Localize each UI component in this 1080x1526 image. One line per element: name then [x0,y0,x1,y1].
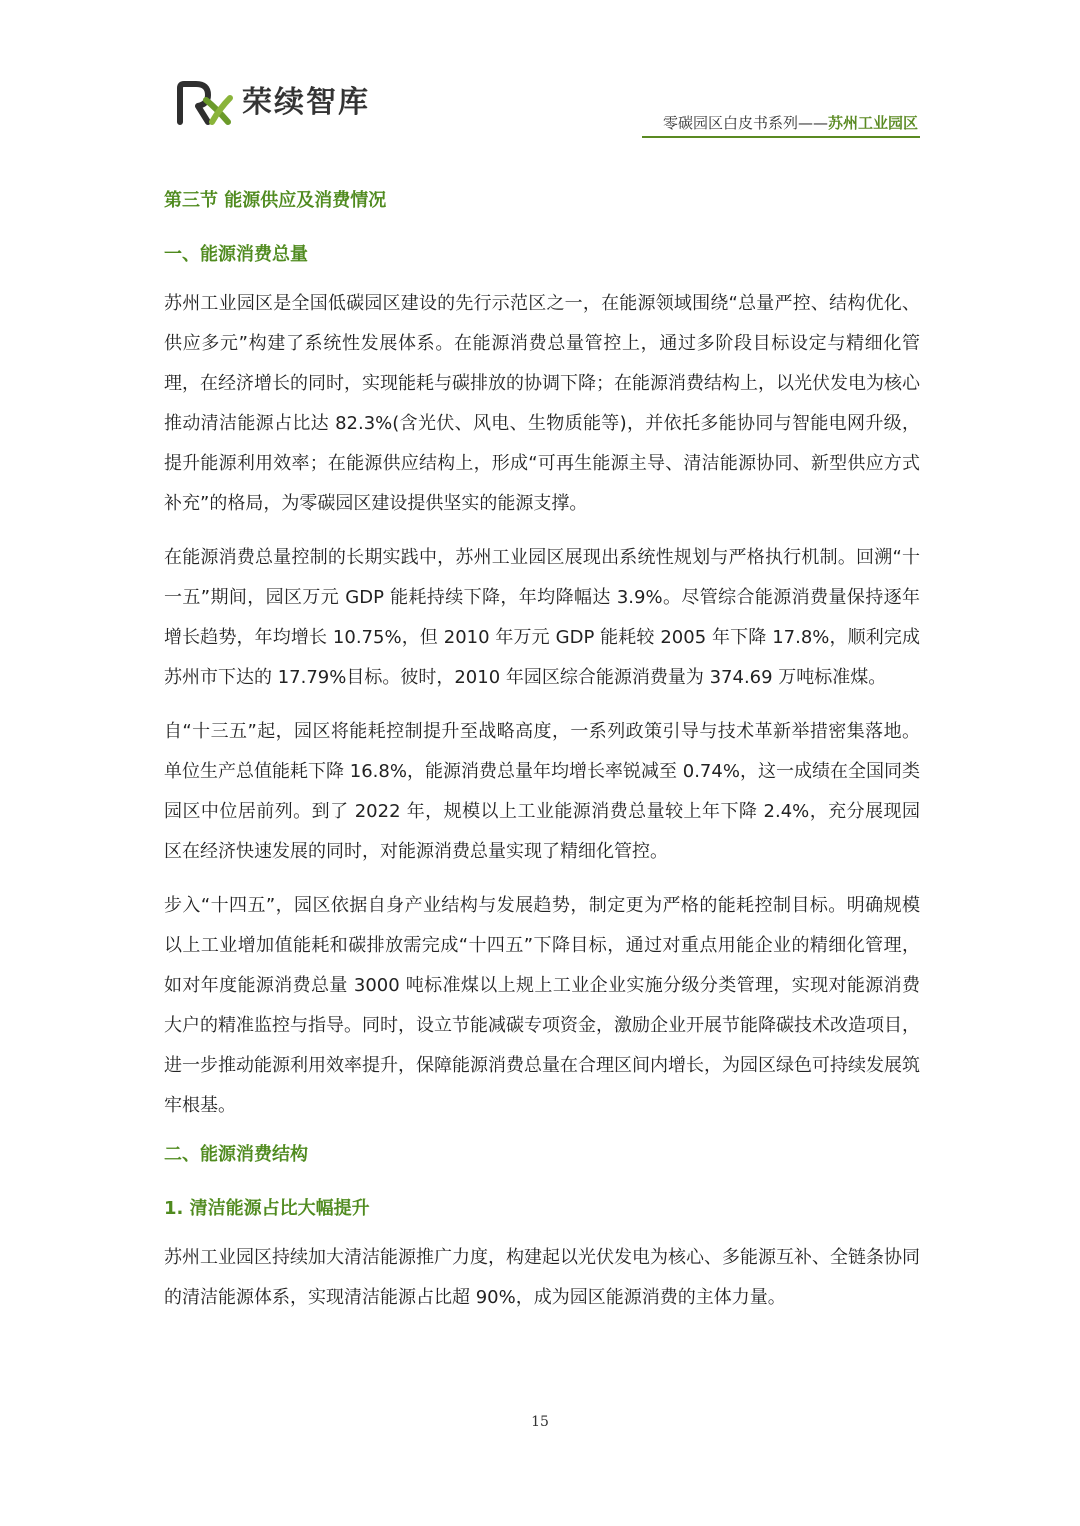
paragraph: 苏州工业园区是全国低碳园区建设的先行示范区之一，在能源领域围绕“总量严控、结构优化、供应多元”构建了系统性发展体系。在能源消费总量管控上，通过多阶段目标设定与精细化管理，在经济增长的同时，实现能耗与碳排放的协调下降；在能源消费结构上，以光伏发电为核心推动清洁能源占比达 82.3%(含光伏、风电、生物质能等)，并依托多能协同与智能电网升级，提升能源利用效率；在能源供应结构上，形成“可再生能源主导、清洁能源协同、新型供应方式补充”的格局，为零碳园区建设提供坚实的能源支撑。 [164,293,920,514]
header-rule [642,136,920,138]
series-title [663,112,918,134]
paragraph: 步入“十四五”，园区依据自身产业结构与发展趋势，制定更为严格的能耗控制目标。明确规模以上工业增加值能耗和碳排放需完成“十四五”下降目标，通过对重点用能企业的精细化管理，如对年度能源消费总量 3000 吨标准煤以上规上工业企业实施分级分类管理，实现对能源消费大户的精准监控与指导。同时，设立节能减碳专项资金，激励企业开展节能降碳技术改造项目，进一步推动能源利用效率提升，保障能源消费总量在合理区间内增长，为园区绿色可持续发展筑牢根基。 [164,895,920,1116]
series-highlight: 苏州工业园区 [827,114,918,132]
series-prefix: 零碳园区白皮书系列—— [662,114,828,132]
main-content [164,186,920,1318]
paragraph: 苏州工业园区持续加大清洁能源推广力度，构建起以光伏发电为核心、多能源互补、全链条协同的清洁能源体系，实现清洁能源占比超 90%，成为园区能源消费的主体力量。 [164,1247,920,1308]
paragraph: 自“十三五”起，园区将能耗控制提升至战略高度，一系列政策引导与技术革新举措密集落地。单位生产总值能耗下降 16.8%，能源消费总量年均增长率锐减至 0.74%，这一成绩在全国同类园区中位居前列。到了 2022 年，规模以上工业能源消费总量较上年下降 2.4%，充分展现园区在经济快速发展的同时，对能源消费总量实现了精细化管控。 [164,721,920,862]
subsection-title-1: 一、能源消费总量 [164,244,308,265]
rx-logo-icon [176,80,234,126]
subsection-title-2-1: 1. 清洁能源占比大幅提升 [164,1198,370,1219]
subsection-title-2: 二、能源消费结构 [164,1144,308,1165]
logo-text: 荣续智库 [242,85,370,120]
page-number: 15 [531,1414,549,1430]
paragraph: 在能源消费总量控制的长期实践中，苏州工业园区展现出系统性规划与严格执行机制。回溯“十一五”期间，园区万元 GDP 能耗持续下降，年均降幅达 3.9%。尽管综合能源消费量保持逐年增长趋势，年均增长 10.75%，但 2010 年万元 GDP 能耗较 2005 年下降 17.8%，顺利完成苏州市下达的 17.79%目标。彼时，2010 年园区综合能源消费量为 374.69 万吨标准煤。 [164,547,920,688]
logo [176,80,370,126]
section-title: 第三节 能源供应及消费情况 [164,190,387,211]
